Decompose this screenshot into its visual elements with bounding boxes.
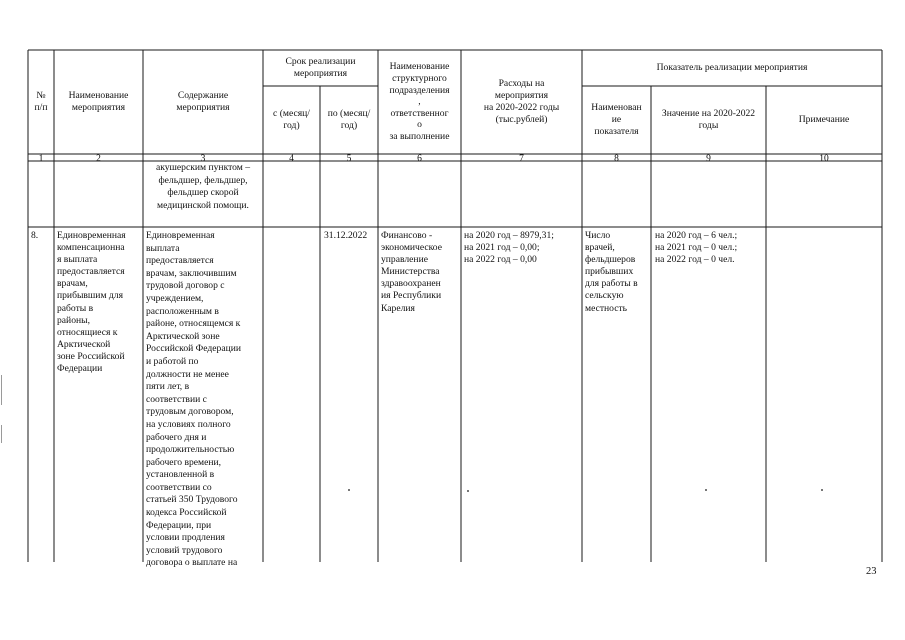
column-number: 9: [706, 154, 711, 164]
column-number: 5: [346, 154, 352, 164]
header-implementation-period: Срок реализации мероприятия: [285, 55, 356, 79]
header-number: № п/п: [34, 89, 48, 113]
row-8-indicator-value: на 2020 год – 6 чел.; на 2021 год – 0 чел.; на 2022 год – 0 чел.: [655, 230, 738, 266]
column-number: 3: [200, 154, 206, 164]
continuation-content: акушерским пунктом – фельдшер, фельдшер, фельдшер скорой медицинской помощи.: [155, 162, 251, 211]
row-8-end-date: 31.12.2022: [324, 230, 368, 241]
header-end-date: по (месяц/ год): [327, 107, 371, 131]
page-number: 23: [866, 566, 877, 577]
column-number: 2: [96, 154, 101, 164]
row-8-expenses: на 2020 год – 8979,31; на 2021 год – 0,00; на 2022 год – 0,00: [464, 230, 554, 266]
scan-edge-mark: [1, 375, 2, 405]
scan-speck: [467, 490, 469, 492]
column-number: 7: [519, 154, 524, 164]
column-number: 6: [417, 154, 422, 164]
header-note: Примечание: [798, 113, 850, 125]
row-8-number: 8.: [31, 230, 39, 241]
column-number: 4: [289, 154, 294, 164]
header-expenses: Расходы на мероприятия на 2020-2022 годы (тыс.рублей): [483, 77, 560, 126]
column-number: 10: [819, 154, 829, 164]
header-indicator-value: Значение на 2020-2022 годы: [661, 107, 756, 131]
header-event-content: Содержание мероприятия: [176, 89, 230, 113]
column-number: 1: [38, 154, 44, 164]
header-start-date: с (месяц/ год): [273, 107, 310, 131]
scan-speck: [705, 489, 707, 491]
header-indicator-name: Наименован ие показателя: [591, 101, 642, 138]
row-8-event-name: Единовременная компенсационна я выплата предоставляется врачам, прибывшим для работы в районы, относящиеся к Арктической зоне Российской Федерации: [57, 230, 126, 375]
header-event-name: Наименование мероприятия: [68, 89, 129, 113]
row-8-responsible-unit: Финансово - экономическое управление Министерства здравоохранен ия Республики Карелия: [381, 230, 442, 314]
header-indicator-group: Показатель реализации мероприятия: [656, 61, 808, 73]
scan-speck: [821, 489, 823, 491]
column-number: 8: [614, 154, 619, 164]
row-8-indicator-name: Число врачей, фельдшеров прибывших для работы в сельскую местность: [585, 230, 638, 314]
scan-speck: [348, 489, 350, 491]
scan-edge-mark: [1, 425, 2, 443]
header-responsible-unit: Наименование структурного подразделения , ответственног о за выполнение: [389, 61, 450, 142]
row-8-event-content: Единовременная выплата предоставляется врачам, заключившим трудовой договор с учреждением, расположенным в районе, относящемся к Арктической зоне Российской Федерации и работой по должности не менее пяти лет, в соответствии с трудовым договором, на условиях полного рабочего дня и продолжительностью рабочего времени, установленной в соответствии со статьей 350 Трудового кодекса Российской Федерации, при условии продления условий трудового договора о выплате на: [146, 230, 241, 569]
